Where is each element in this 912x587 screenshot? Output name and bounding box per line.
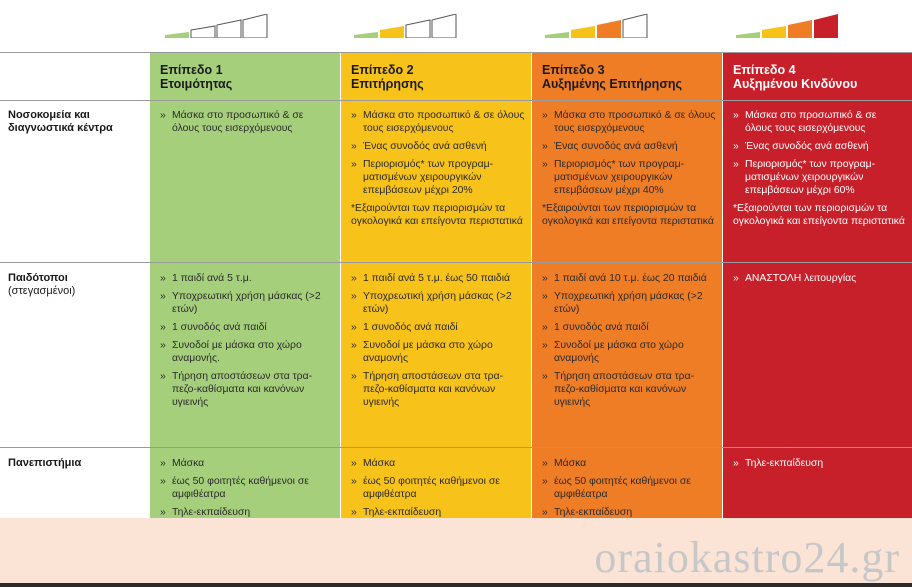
footnote: *Εξαιρούνται των περιορισμών τα ογκολογικά και επείγοντα περιστατικά bbox=[542, 203, 714, 227]
list-item: » ΑΝΑΣΤΟΛΗ λειτουργίας bbox=[733, 272, 905, 285]
list-item: » Ένας συνοδός ανά ασθενή bbox=[733, 140, 905, 153]
level-3-bars-icon bbox=[543, 14, 675, 38]
list-item: » Τηλε-εκπαίδευση bbox=[351, 506, 525, 519]
list-item: » έως 50 φοιτητές καθήμενοι σε αμφιθέατρα bbox=[160, 475, 332, 501]
cell-hospitals-level-3 bbox=[542, 109, 716, 228]
row-divider bbox=[0, 447, 912, 448]
list-item: » 1 συνοδός ανά παιδί bbox=[351, 321, 525, 334]
list-item: » Ένας συνοδός ανά ασθενή bbox=[542, 140, 716, 153]
cell-playgrounds-level-1 bbox=[160, 272, 332, 414]
list-item: » Τηλε-εκπαίδευση bbox=[733, 457, 905, 470]
level-4-title: Επίπεδο 4 Αυξημένου Κινδύνου bbox=[733, 63, 858, 91]
footnote: *Εξαιρούνται των περιορισμών τα ογκολογικά και επείγοντα περιστατικά bbox=[351, 203, 523, 227]
column-divider bbox=[722, 52, 723, 518]
list-item: » Συνοδοί με μάσκα στο χώρο αναμονής bbox=[351, 339, 525, 365]
header-rule bbox=[0, 52, 912, 53]
list-item: » Περιορισμός* των προγραμ-ματισμένων χειρουργικών επεμβάσεων μέχρι 60% bbox=[733, 158, 905, 197]
cell-universities-level-1 bbox=[160, 457, 332, 524]
cell-playgrounds-level-4 bbox=[733, 272, 905, 290]
list-item: » Περιορισμός* των προγραμ-ματισμένων χειρουργικών επεμβάσεων μέχρι 20% bbox=[351, 158, 525, 197]
row-label-playgrounds: Παιδότοποι (στεγασμένοι) bbox=[8, 272, 76, 297]
level-2-title: Επίπεδο 2 Επιτήρησης bbox=[351, 63, 424, 91]
row-divider bbox=[0, 100, 912, 101]
level-3-title: Επίπεδο 3 Αυξημένης Επιτήρησης bbox=[542, 63, 683, 91]
list-item: » Τήρηση αποστάσεων στα τρα-πεζο-καθίσματα και κανόνων υγιεινής bbox=[542, 370, 716, 409]
list-item: » 1 παιδί ανά 5 τ.μ. bbox=[160, 272, 332, 285]
list-item: » Τηλε-εκπαίδευση bbox=[542, 506, 716, 519]
cell-playgrounds-level-3 bbox=[542, 272, 716, 414]
row-divider bbox=[0, 262, 912, 263]
cell-playgrounds-level-2 bbox=[351, 272, 525, 414]
row-label-universities: Πανεπιστήμια bbox=[8, 457, 82, 469]
watermark: oraiokastro24.gr bbox=[594, 533, 900, 582]
column-divider bbox=[531, 52, 532, 518]
level-4-bars-icon bbox=[734, 14, 866, 38]
footnote: *Εξαιρούνται των περιορισμών τα ογκολογικά και επείγοντα περιστατικά bbox=[733, 203, 905, 227]
footer-rule bbox=[0, 583, 912, 587]
level-2-bars-icon bbox=[352, 14, 484, 38]
list-item: » Υποχρεωτική χρήση μάσκας (>2 ετών) bbox=[160, 290, 332, 316]
list-item: » Συνοδοί με μάσκα στο χώρο αναμονής bbox=[542, 339, 716, 365]
cell-hospitals-level-1 bbox=[160, 109, 332, 140]
list-item: » Περιορισμός* των προγραμ-ματισμένων χειρουργικών επεμβάσεων μέχρι 40% bbox=[542, 158, 716, 197]
list-item: » 1 παιδί ανά 10 τ.μ. έως 20 παιδιά bbox=[542, 272, 716, 285]
column-divider bbox=[340, 52, 341, 518]
level-1-bars-icon bbox=[163, 14, 295, 38]
level-1-title: Επίπεδο 1 Ετοιμότητας bbox=[160, 63, 233, 91]
cell-universities-level-3 bbox=[542, 457, 716, 524]
list-item: » έως 50 φοιτητές καθήμενοι σε αμφιθέατρα bbox=[542, 475, 716, 501]
list-item: » Τηλε-εκπαίδευση bbox=[160, 506, 332, 519]
list-item: » Μάσκα bbox=[160, 457, 332, 470]
cell-hospitals-level-2 bbox=[351, 109, 525, 228]
row-label-hospitals: Νοσοκομεία και διαγνωστικά κέντρα bbox=[8, 109, 113, 134]
list-item: » Μάσκα στο προσωπικό & σε όλους τους εισερχόμενους bbox=[160, 109, 332, 135]
list-item: » Μάσκα στο προσωπικό & σε όλους τους εισερχόμενους bbox=[542, 109, 716, 135]
list-item: » Τήρηση αποστάσεων στα τρα-πεζο-καθίσματα και κανόνων υγιεινής bbox=[160, 370, 332, 409]
list-item: » Μάσκα στο προσωπικό & σε όλους τους εισερχόμενους bbox=[733, 109, 905, 135]
list-item: » 1 συνοδός ανά παιδί bbox=[542, 321, 716, 334]
cell-universities-level-2 bbox=[351, 457, 525, 524]
list-item: » έως 50 φοιτητές καθήμενοι σε αμφιθέατρα bbox=[351, 475, 525, 501]
list-item: » 1 παιδί ανά 5 τ.μ. έως 50 παιδιά bbox=[351, 272, 525, 285]
list-item: » 1 συνοδός ανά παιδί bbox=[160, 321, 332, 334]
list-item: » Συνοδοί με μάσκα στο χώρο αναμονής. bbox=[160, 339, 332, 365]
cell-universities-level-4 bbox=[733, 457, 905, 475]
list-item: » Υποχρεωτική χρήση μάσκας (>2 ετών) bbox=[542, 290, 716, 316]
list-item: » Μάσκα bbox=[542, 457, 716, 470]
list-item: » Μάσκα στο προσωπικό & σε όλους τους εισερχόμενους bbox=[351, 109, 525, 135]
list-item: » Μάσκα bbox=[351, 457, 525, 470]
list-item: » Υποχρεωτική χρήση μάσκας (>2 ετών) bbox=[351, 290, 525, 316]
cell-hospitals-level-4 bbox=[733, 109, 905, 228]
list-item: » Ένας συνοδός ανά ασθενή bbox=[351, 140, 525, 153]
list-item: » Τήρηση αποστάσεων στα τρα-πεζο-καθίσματα και κανόνων υγιεινής bbox=[351, 370, 525, 409]
